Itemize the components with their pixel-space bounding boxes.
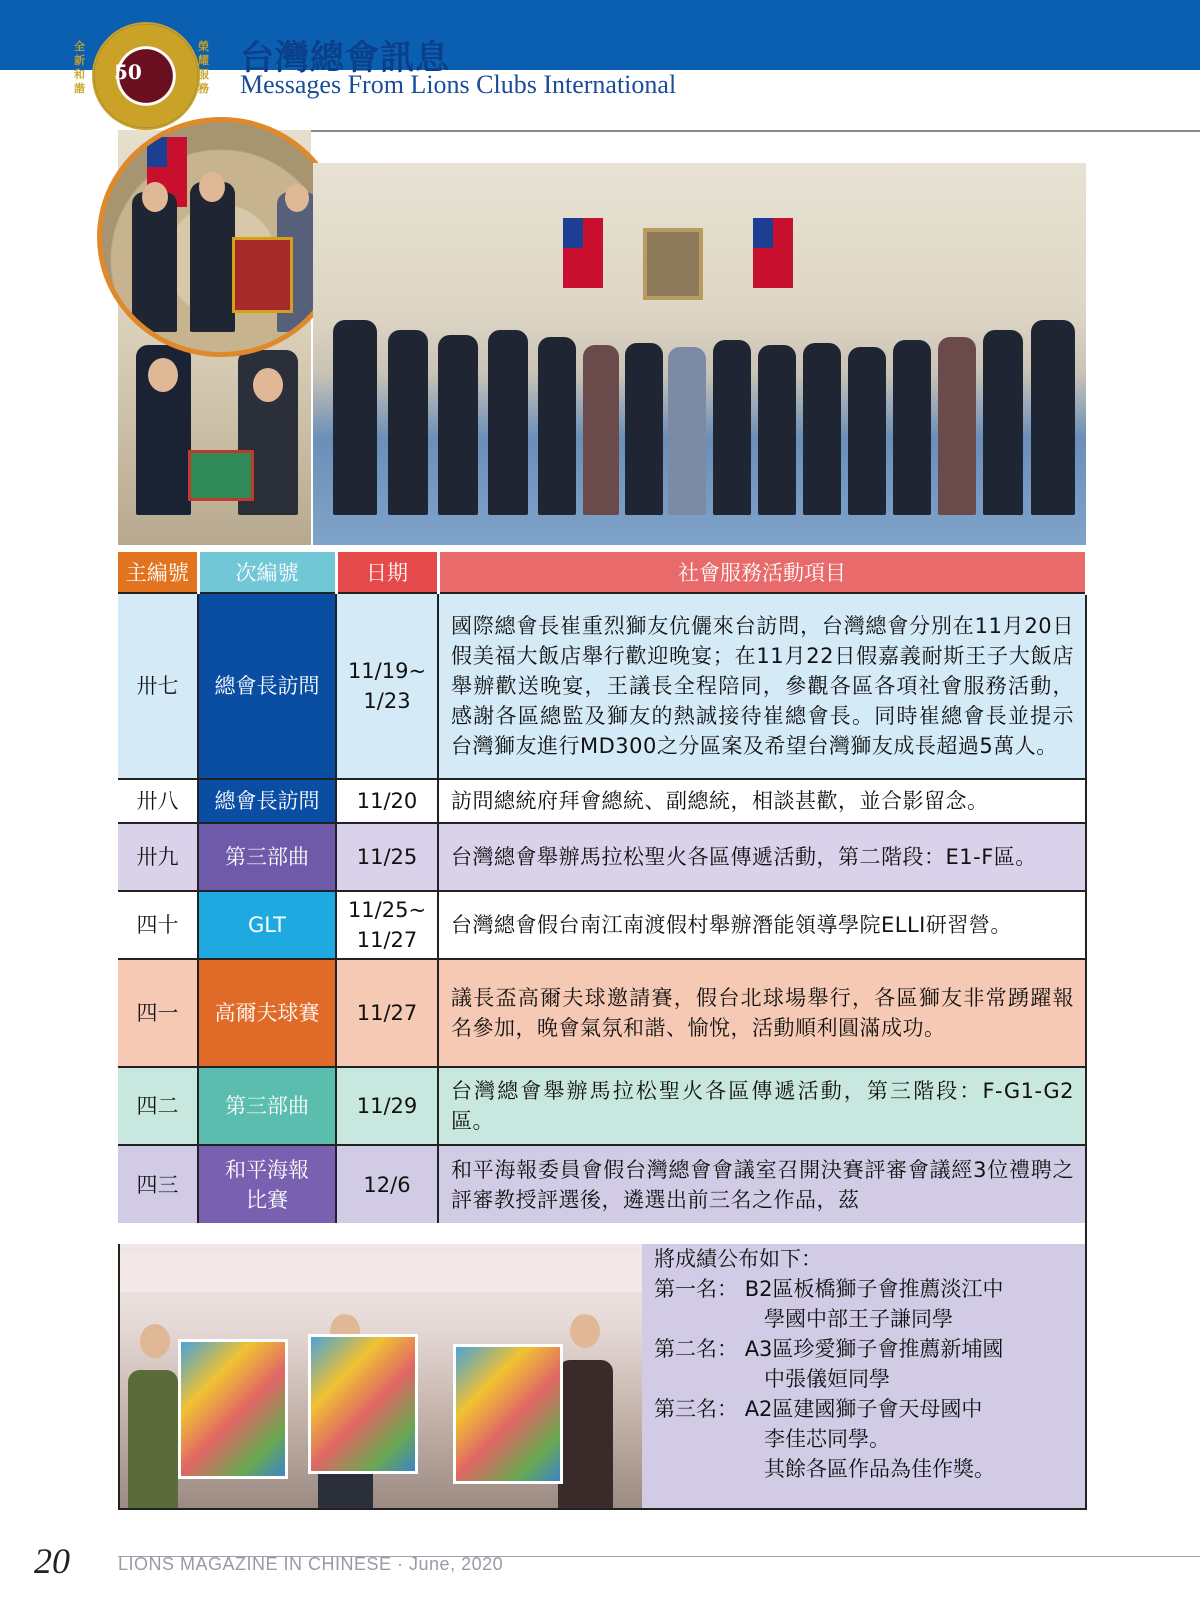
row-sub: 高爾夫球賽 <box>198 959 336 1067</box>
row-code: 卅七 <box>118 593 198 779</box>
table-row <box>118 823 1086 891</box>
row-date: 11/27 <box>336 959 438 1067</box>
photo-peace-poster-jury <box>118 1244 642 1510</box>
table-row <box>118 1145 1086 1223</box>
table-row <box>118 593 1086 779</box>
table-row <box>118 779 1086 823</box>
header-rule <box>240 130 1200 132</box>
magazine-footer: LIONS MAGAZINE IN CHINESE · June, 2020 <box>118 1554 504 1574</box>
person <box>938 337 976 515</box>
flag <box>563 218 603 288</box>
person-head <box>199 172 225 202</box>
person <box>538 337 576 515</box>
person <box>558 1360 613 1510</box>
row-code: 四二 <box>118 1067 198 1145</box>
person <box>128 1370 178 1510</box>
row-sub: 和平海報 比賽 <box>198 1145 336 1223</box>
pennant-gift <box>188 450 254 501</box>
result-second-cont: 中張儀姮同學 <box>764 1367 890 1391</box>
person <box>488 330 528 515</box>
person <box>893 340 931 515</box>
page-title-chinese: 台灣總會訊息 <box>240 38 450 78</box>
photo-president-gift <box>97 117 345 357</box>
result-third <box>654 1394 1086 1424</box>
flag <box>753 218 793 288</box>
gift-case <box>232 237 293 313</box>
person <box>132 192 177 332</box>
results-intro: 將成績公布如下： <box>654 1247 822 1271</box>
person <box>848 347 886 515</box>
person-head <box>148 358 178 392</box>
result-first-cont: 學國中部王子謙同學 <box>764 1307 953 1331</box>
person <box>438 335 478 515</box>
result-rank: 第三名： <box>654 1397 738 1421</box>
contest-results <box>642 1244 1086 1510</box>
lions-logo <box>72 22 222 132</box>
row-desc: 國際總會長崔重烈獅友伉儷來台訪問，台灣總會分別在11月20日假美福大飯店舉行歡迎晚宴；在11月22日假嘉義耐斯王子大飯店舉辦歡送晚宴，王議長全程陪同，參觀各區各項社會服務活動，感謝各區總監及獅友的熱誠接待崔總會長。同時崔總會長並提示台灣獅友進行MD300之分區案及希望台灣獅友成長超過5萬人。 <box>438 593 1086 779</box>
page-number: 20 <box>34 1541 70 1581</box>
table-border-left <box>118 1244 120 1510</box>
row-sub: 第三部曲 <box>198 1067 336 1145</box>
person-head <box>140 1324 170 1358</box>
row-code: 四一 <box>118 959 198 1067</box>
poster-artwork <box>178 1339 288 1479</box>
person-head <box>142 182 168 212</box>
row-desc: 訪問總統府拜會總統、副總統，相談甚歡，並合影留念。 <box>438 779 1086 823</box>
result-first <box>654 1274 1086 1304</box>
header-activity: 社會服務活動項目 <box>438 552 1086 593</box>
logo-number: 50 <box>114 60 142 84</box>
table-border-bottom <box>118 1508 1086 1510</box>
poster-artwork <box>308 1334 418 1474</box>
row-date: 11/19~ 1/23 <box>336 593 438 779</box>
row-desc: 台灣總會舉辦馬拉松聖火各區傳遞活動，第二階段：E1-F區。 <box>438 823 1086 891</box>
row-date: 11/25 <box>336 823 438 891</box>
row-date: 11/25~ 11/27 <box>336 891 438 959</box>
person <box>983 330 1023 515</box>
logo-left-motto: 全 新 和 諧 <box>74 40 85 95</box>
header-date: 日期 <box>336 552 438 593</box>
row-code: 卅九 <box>118 823 198 891</box>
header-main-number: 主編號 <box>118 552 198 593</box>
row-desc: 議長盃高爾夫球邀請賽，假台北球場舉行，各區獅友非常踴躍報名參加，晚會氣氛和諧、愉悅，活動順利圓滿成功。 <box>438 959 1086 1067</box>
table-row <box>118 891 1086 959</box>
activities-table <box>118 552 1088 1223</box>
row-desc: 和平海報委員會假台灣總會會議室召開決賽評審會議經3位禮聘之評審教授評選後，遴選出前三名之作品，茲 <box>438 1145 1086 1223</box>
photo-presidential-office-group <box>313 163 1086 545</box>
person <box>758 345 796 515</box>
row-sub: GLT <box>198 891 336 959</box>
sun-yat-sen-portrait <box>643 228 703 300</box>
person <box>668 347 706 515</box>
person <box>713 340 751 515</box>
row-code: 四十 <box>118 891 198 959</box>
results-closing: 其餘各區作品為佳作獎。 <box>764 1457 995 1481</box>
banner <box>118 1252 642 1292</box>
row-desc: 台灣總會假台南江南渡假村舉辦潛能領導學院ELLI研習營。 <box>438 891 1086 959</box>
header-sub-number: 次編號 <box>198 552 336 593</box>
logo-right-motto: 榮 耀 服 務 <box>198 40 209 95</box>
table-border-right <box>1085 595 1087 1510</box>
result-second <box>654 1334 1086 1364</box>
row-code: 四三 <box>118 1145 198 1223</box>
person-head <box>570 1314 600 1348</box>
result-text: A2區建國獅子會天母國中 <box>744 1397 983 1421</box>
row-date: 11/29 <box>336 1067 438 1145</box>
person-head <box>285 184 309 212</box>
person <box>1031 320 1075 515</box>
poster-artwork <box>453 1344 563 1484</box>
person <box>190 182 235 332</box>
result-text: A3區珍愛獅子會推薦新埔國 <box>744 1337 1004 1361</box>
row-sub: 總會長訪問 <box>198 779 336 823</box>
person-head <box>253 368 283 402</box>
row-code: 卅八 <box>118 779 198 823</box>
person <box>333 320 377 515</box>
result-text: B2區板橋獅子會推薦淡江中 <box>744 1277 1004 1301</box>
person <box>583 345 619 515</box>
table-row <box>118 1067 1086 1145</box>
row-sub: 第三部曲 <box>198 823 336 891</box>
result-rank: 第一名： <box>654 1277 738 1301</box>
row-desc: 台灣總會舉辦馬拉松聖火各區傳遞活動，第三階段：F-G1-G2區。 <box>438 1067 1086 1145</box>
result-rank: 第二名： <box>654 1337 738 1361</box>
table-row <box>118 959 1086 1067</box>
result-third-cont: 李佳芯同學。 <box>764 1427 890 1451</box>
person <box>388 330 428 515</box>
person <box>803 343 841 515</box>
row-date: 12/6 <box>336 1145 438 1223</box>
row-date: 11/20 <box>336 779 438 823</box>
row-sub: 總會長訪問 <box>198 593 336 779</box>
lions-emblem <box>92 22 200 130</box>
table-header-row <box>118 552 1086 593</box>
page-title-english: Messages From Lions Clubs International <box>240 70 677 99</box>
person <box>625 343 663 515</box>
